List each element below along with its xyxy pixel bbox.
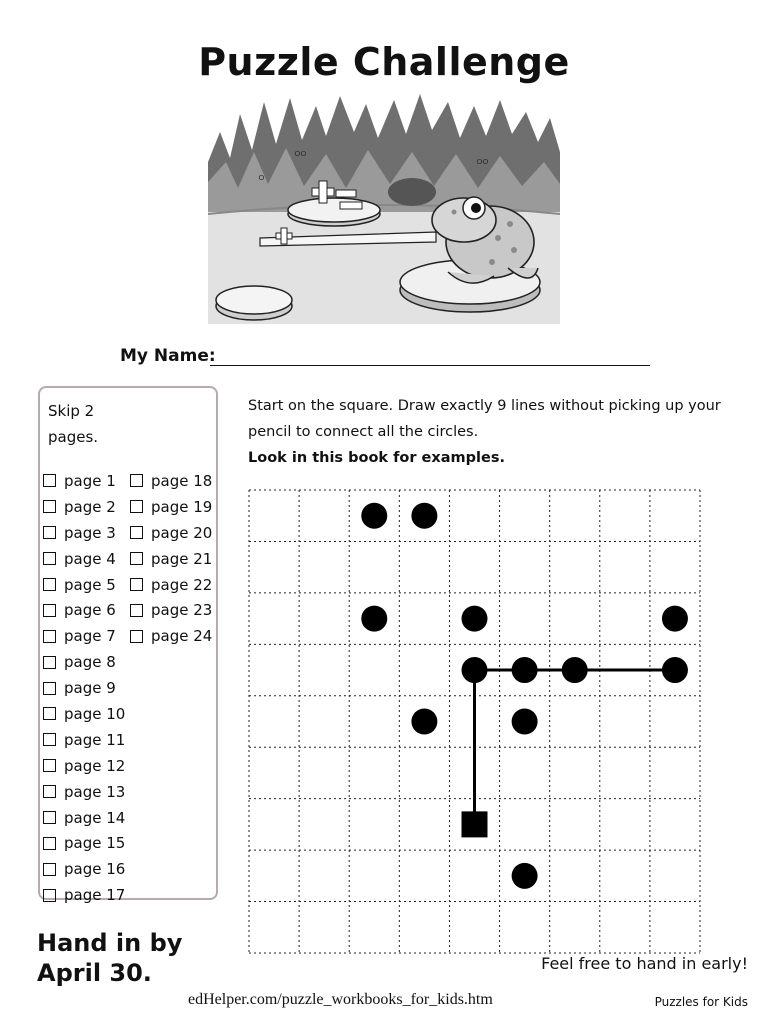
checklist-item-label: page 7 [64, 627, 116, 646]
checklist-item-label: page 8 [64, 653, 116, 672]
checklist-item-label: page 24 [151, 627, 213, 646]
checklist-item-label: page 12 [64, 756, 126, 775]
checklist-item[interactable] [43, 856, 125, 882]
puzzle-dot [361, 503, 387, 529]
instruction-hint: Look in this book for examples. [248, 450, 505, 466]
puzzle-dot [411, 503, 437, 529]
puzzle-dot [411, 709, 437, 735]
puzzle-dot [512, 863, 538, 889]
checkbox[interactable] [130, 552, 143, 565]
name-label: My Name: [120, 346, 216, 366]
checklist-item[interactable] [43, 779, 125, 805]
checkbox[interactable] [43, 759, 56, 772]
checklist-item[interactable] [43, 649, 125, 675]
checklist-item[interactable] [130, 494, 212, 520]
checklist-item-label: page 18 [151, 471, 213, 490]
svg-text:ഠഠ: ഠഠ [476, 157, 488, 167]
checkbox[interactable] [43, 604, 56, 617]
checkbox[interactable] [130, 604, 143, 617]
checklist-column-2 [130, 468, 212, 649]
checkbox[interactable] [43, 682, 56, 695]
svg-text:ഠഠ: ഠഠ [294, 149, 306, 159]
checklist-item[interactable] [43, 727, 125, 753]
checklist-item[interactable] [43, 675, 125, 701]
checklist-item[interactable] [43, 546, 125, 572]
checklist-item[interactable] [43, 805, 125, 831]
checkbox[interactable] [43, 630, 56, 643]
checkbox[interactable] [43, 889, 56, 902]
checklist-item[interactable] [43, 753, 125, 779]
checklist-item-label: page 15 [64, 834, 126, 853]
checklist-item-label: page 11 [64, 730, 126, 749]
svg-text:ഠ: ഠ [258, 173, 264, 183]
checklist-item-label: page 16 [64, 860, 126, 879]
checklist-item[interactable] [43, 572, 125, 598]
checklist-column-1 [43, 468, 125, 908]
checklist-item[interactable] [43, 623, 125, 649]
checkbox[interactable] [43, 837, 56, 850]
instruction-line: pencil to connect all the circles. [248, 424, 479, 440]
checkbox[interactable] [130, 526, 143, 539]
checkbox[interactable] [43, 785, 56, 798]
checklist-item-label: page 23 [151, 601, 213, 620]
checklist-item-label: page 17 [64, 886, 126, 905]
due-date: Hand in by April 30. [37, 929, 183, 987]
puzzle-dot [662, 606, 688, 632]
checklist-item[interactable] [130, 623, 212, 649]
puzzle-dot [361, 606, 387, 632]
checkbox[interactable] [43, 863, 56, 876]
puzzle-dot [512, 709, 538, 735]
checklist-item[interactable] [43, 468, 125, 494]
checkbox[interactable] [43, 500, 56, 513]
skip-instructions: Skip 2 pages. [48, 402, 99, 446]
footer-brand: Puzzles for Kids [654, 995, 748, 1009]
checkbox[interactable] [43, 474, 56, 487]
checklist-item-label: page 14 [64, 808, 126, 827]
page-title: Puzzle Challenge [198, 40, 570, 84]
checkbox[interactable] [43, 811, 56, 824]
checkbox[interactable] [43, 707, 56, 720]
puzzle-dot [512, 657, 538, 683]
checklist-item[interactable] [130, 468, 212, 494]
checklist-item[interactable] [130, 597, 212, 623]
checkbox[interactable] [130, 500, 143, 513]
checklist-item[interactable] [43, 830, 125, 856]
footer-url: edHelper.com/puzzle_workbooks_for_kids.htm [188, 991, 493, 1008]
early-note: Feel free to hand in early! [541, 954, 748, 973]
checklist-item-label: page 13 [64, 782, 126, 801]
puzzle-dot [462, 657, 488, 683]
checklist-item-label: page 6 [64, 601, 116, 620]
checkbox[interactable] [130, 578, 143, 591]
checklist-item-label: page 3 [64, 523, 116, 542]
checklist-item-label: page 5 [64, 575, 116, 594]
checklist-item[interactable] [43, 494, 125, 520]
checklist-item[interactable] [43, 701, 125, 727]
checklist-item[interactable] [43, 882, 125, 908]
checklist-item[interactable] [43, 520, 125, 546]
checklist-item-label: page 1 [64, 471, 116, 490]
checkbox[interactable] [43, 656, 56, 669]
instruction-line: Start on the square. Draw exactly 9 lines without picking up your [248, 398, 721, 414]
puzzle-dot [462, 606, 488, 632]
checklist-item[interactable] [130, 520, 212, 546]
checklist-item[interactable] [43, 597, 125, 623]
page-checklist [38, 386, 218, 905]
checkbox[interactable] [130, 474, 143, 487]
checklist-item[interactable] [130, 546, 212, 572]
checklist-item-label: page 20 [151, 523, 213, 542]
checklist-item-label: page 19 [151, 497, 213, 516]
checklist-item-label: page 21 [151, 549, 213, 568]
puzzle-grid[interactable] [248, 489, 701, 954]
puzzle-dot [662, 657, 688, 683]
name-underline[interactable] [210, 365, 650, 366]
checklist-item[interactable] [130, 572, 212, 598]
checklist-item-label: page 9 [64, 679, 116, 698]
frog-pond-illustration [208, 92, 560, 324]
checkbox[interactable] [43, 578, 56, 591]
checklist-item-label: page 2 [64, 497, 116, 516]
puzzle-dot [562, 657, 588, 683]
checklist-item-label: page 22 [151, 575, 213, 594]
checkbox[interactable] [43, 733, 56, 746]
start-square [462, 811, 488, 837]
puzzle-instructions [248, 393, 748, 471]
checkbox[interactable] [43, 526, 56, 539]
checklist-item-label: page 4 [64, 549, 116, 568]
name-field[interactable] [120, 346, 650, 370]
checklist-item-label: page 10 [64, 704, 126, 723]
checkbox[interactable] [130, 630, 143, 643]
checkbox[interactable] [43, 552, 56, 565]
